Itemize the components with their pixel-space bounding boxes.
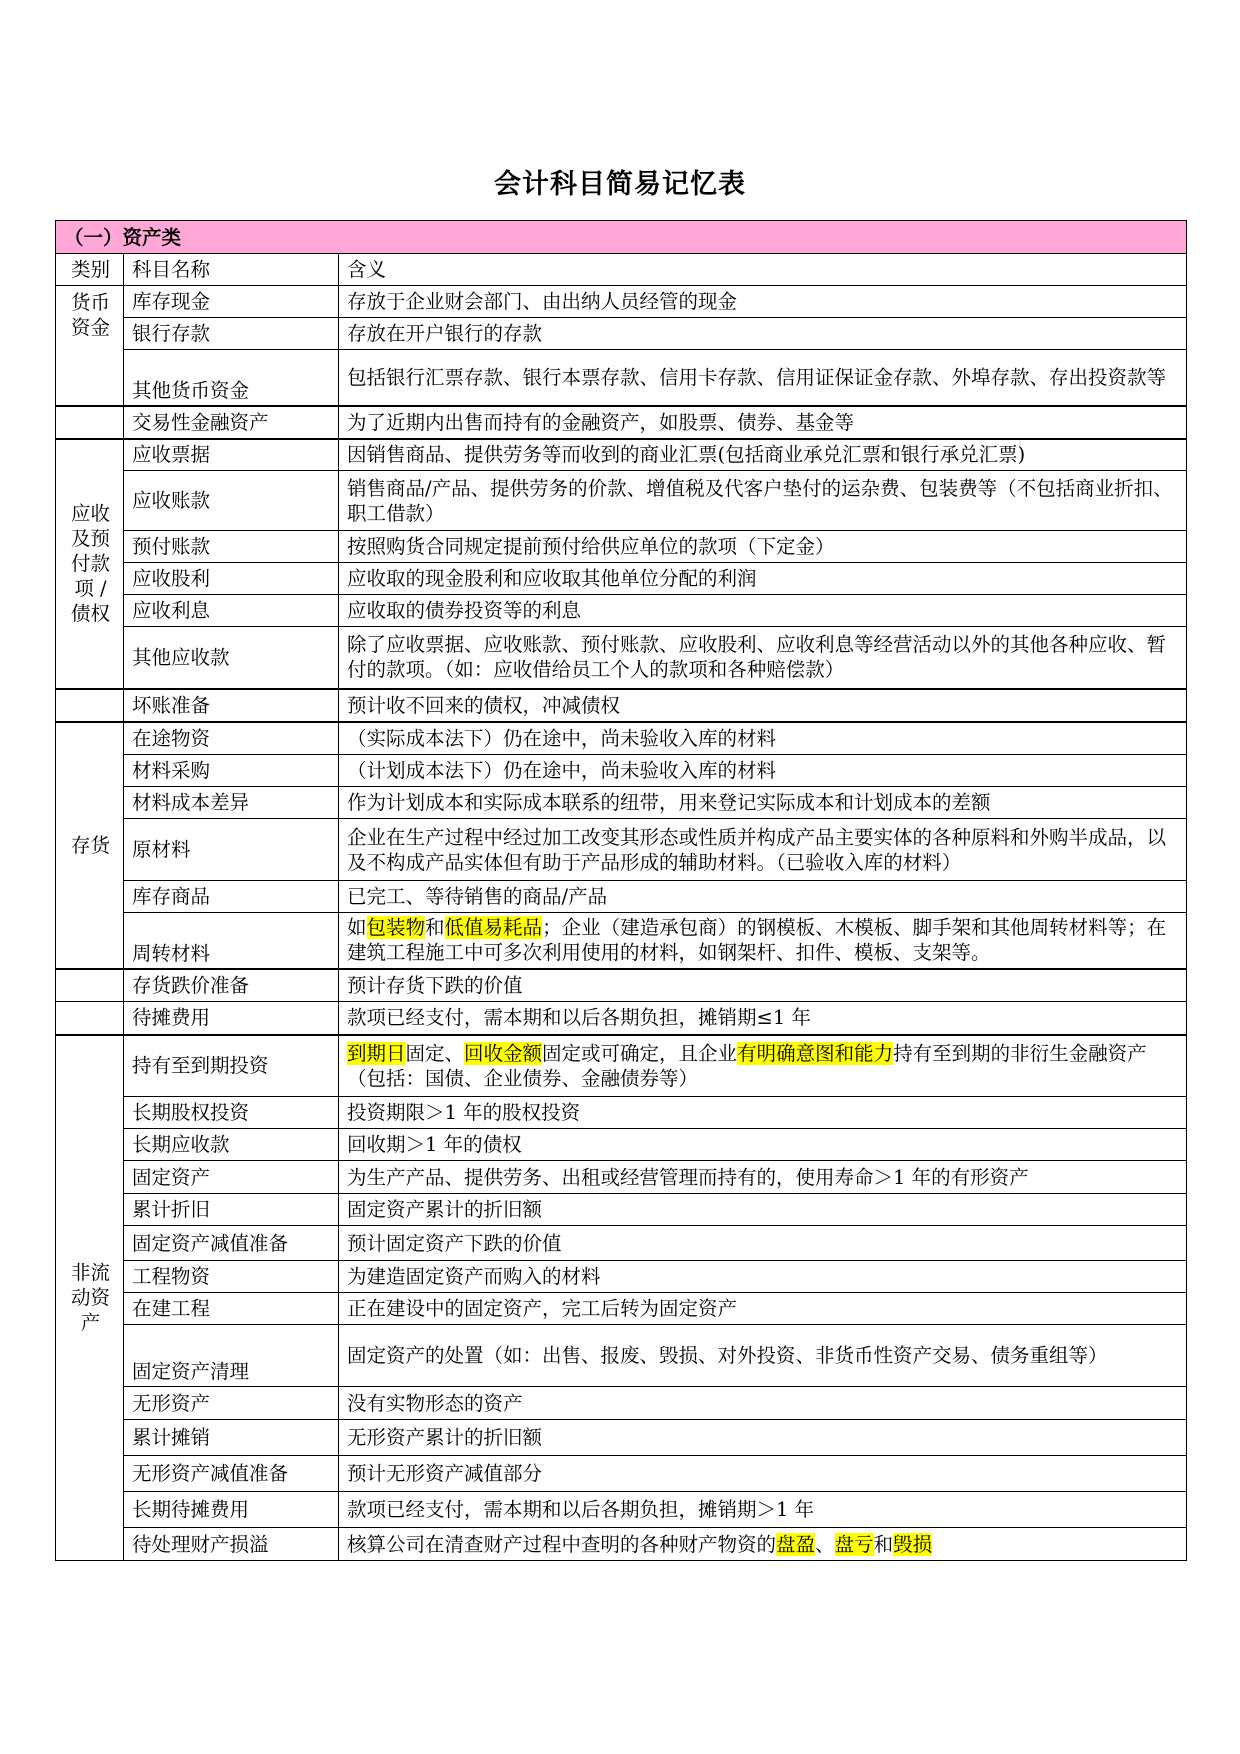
- account-meaning: 应收取的现金股利和应收取其他单位分配的利润: [339, 563, 1187, 595]
- table-row: [56, 969, 1187, 1002]
- account-name: 工程物资: [124, 1261, 339, 1293]
- account-meaning: 因销售商品、提供劳务等而收到的商业汇票(包括商业承兑汇票和银行承兑汇票): [339, 439, 1187, 471]
- table-row: [56, 1129, 1187, 1161]
- meaning-text: ；企业（建造承包商）的钢模板、木模板、脚手架和其他周转材料等；在建筑工程施工中可多次利用使用的材料，如钢架杆、扣件、模板、支架等。: [347, 916, 1167, 965]
- category-empty: [56, 1002, 124, 1035]
- account-name: 固定资产: [124, 1161, 339, 1194]
- account-name: 长期待摊费用: [124, 1492, 339, 1528]
- account-name: 库存现金: [124, 286, 339, 318]
- category-empty: [56, 689, 124, 722]
- account-meaning: （计划成本法下）仍在途中，尚未验收入库的材料: [339, 755, 1187, 787]
- header-row: [56, 254, 1187, 286]
- account-meaning: 款项已经支付，需本期和以后各期负担，摊销期＞1 年: [339, 1492, 1187, 1528]
- account-name: 其他货币资金: [124, 350, 339, 406]
- table-row: [56, 1261, 1187, 1293]
- table-row: [56, 881, 1187, 913]
- account-meaning: 除了应收票据、应收账款、预付账款、应收股利、应收利息等经营活动以外的其他各种应收、暂付的款项。（如：应收借给员工个人的款项和各种赔偿款）: [339, 627, 1187, 689]
- account-name: 预付账款: [124, 531, 339, 563]
- account-name: 在建工程: [124, 1293, 339, 1325]
- account-name: 应收票据: [124, 439, 339, 471]
- account-meaning: 企业在生产过程中经过加工改变其形态或性质并构成产品主要实体的各种原料和外购半成品，以及不构成产品实体但有助于产品形成的辅助材料。（已验收入库的材料）: [339, 819, 1187, 881]
- meaning-text: 和: [425, 916, 445, 940]
- category-noncurrent: 非流动资产: [56, 1035, 124, 1561]
- category-receivables: 应收及预付款项 / 债权: [56, 439, 124, 689]
- account-name: 材料成本差异: [124, 787, 339, 819]
- account-meaning: 预计无形资产减值部分: [339, 1456, 1187, 1492]
- account-meaning: 款项已经支付，需本期和以后各期负担，摊销期≤1 年: [339, 1002, 1187, 1035]
- header-category: 类别: [56, 254, 124, 286]
- table-row: [56, 406, 1187, 439]
- account-name: 交易性金融资产: [124, 406, 339, 439]
- table-row: [56, 1528, 1187, 1561]
- table-row: [56, 787, 1187, 819]
- table-row: [56, 689, 1187, 722]
- account-meaning: 销售商品/产品、提供劳务的价款、增值税及代客户垫付的运杂费、包装费等（不包括商业折扣、职工借款）: [339, 471, 1187, 531]
- account-meaning: [339, 913, 1187, 969]
- table-row: [56, 286, 1187, 318]
- table-row: [56, 563, 1187, 595]
- account-meaning: [339, 1528, 1187, 1561]
- table-row: [56, 1002, 1187, 1035]
- account-meaning: 无形资产累计的折旧额: [339, 1420, 1187, 1456]
- table-row: [56, 318, 1187, 350]
- account-name: 固定资产减值准备: [124, 1226, 339, 1261]
- meaning-text: 核算公司在清查财产过程中查明的各种财产物资的: [347, 1532, 777, 1556]
- table-row: [56, 722, 1187, 755]
- account-name: 银行存款: [124, 318, 339, 350]
- table-row: [56, 1226, 1187, 1261]
- category-cash: 货币资金: [56, 286, 124, 406]
- meaning-text: 、: [815, 1532, 835, 1556]
- account-meaning: [339, 1035, 1187, 1097]
- account-meaning: （实际成本法下）仍在途中，尚未验收入库的材料: [339, 722, 1187, 755]
- table-row: [56, 1456, 1187, 1492]
- account-meaning: 为生产产品、提供劳务、出租或经营管理而持有的，使用寿命＞1 年的有形资产: [339, 1161, 1187, 1194]
- account-name: 长期应收款: [124, 1129, 339, 1161]
- account-meaning: 投资期限＞1 年的股权投资: [339, 1097, 1187, 1129]
- table-row: [56, 627, 1187, 689]
- meaning-text: 持有至到期的非衍生金融资产（包括：国债、企业债券、金融债券等）: [347, 1041, 1147, 1090]
- meaning-text: 固定或可确定，且企业: [542, 1041, 738, 1065]
- highlight-text: 低值易耗品: [444, 916, 543, 940]
- account-meaning: 应收取的债券投资等的利息: [339, 595, 1187, 627]
- account-meaning: 按照购货合同规定提前预付给供应单位的款项（下定金）: [339, 531, 1187, 563]
- table-row: [56, 1194, 1187, 1226]
- account-meaning: 正在建设中的固定资产，完工后转为固定资产: [339, 1293, 1187, 1325]
- account-name: 坏账准备: [124, 689, 339, 722]
- account-name: 库存商品: [124, 881, 339, 913]
- account-meaning: 为建造固定资产而购入的材料: [339, 1261, 1187, 1293]
- table-row: [56, 1035, 1187, 1097]
- account-meaning: 预计固定资产下跌的价值: [339, 1226, 1187, 1261]
- account-name: 在途物资: [124, 722, 339, 755]
- account-meaning: 已完工、等待销售的商品/产品: [339, 881, 1187, 913]
- account-meaning: 预计收不回来的债权，冲减债权: [339, 689, 1187, 722]
- category-empty: [56, 406, 124, 439]
- account-name: 应收账款: [124, 471, 339, 531]
- table-row: [56, 1161, 1187, 1194]
- highlight-text: 回收金额: [464, 1041, 543, 1065]
- category-inventory: 存货: [56, 722, 124, 969]
- account-meaning: 没有实物形态的资产: [339, 1387, 1187, 1420]
- account-meaning: 存放于企业财会部门、由出纳人员经管的现金: [339, 286, 1187, 318]
- highlight-text: 包装物: [366, 916, 426, 940]
- account-meaning: 作为计划成本和实际成本联系的纽带，用来登记实际成本和计划成本的差额: [339, 787, 1187, 819]
- page-title: 会计科目简易记忆表: [494, 169, 746, 200]
- account-name: 应收股利: [124, 563, 339, 595]
- table-row: [56, 1097, 1187, 1129]
- highlight-text: 有明确意图和能力: [737, 1041, 894, 1065]
- highlight-text: 盘亏: [834, 1532, 874, 1556]
- category-empty: [56, 969, 124, 1002]
- account-meaning: 固定资产累计的折旧额: [339, 1194, 1187, 1226]
- table-row: [56, 819, 1187, 881]
- highlight-text: 到期日: [347, 1041, 406, 1065]
- meaning-text: 和: [873, 1532, 894, 1556]
- account-name: 累计摊销: [124, 1420, 339, 1456]
- section-row: [56, 221, 1187, 254]
- account-name: 其他应收款: [124, 627, 339, 689]
- highlight-text: 毁损: [893, 1532, 933, 1556]
- table-row: [56, 1325, 1187, 1387]
- account-name: 无形资产减值准备: [124, 1456, 339, 1492]
- account-name: 存货跌价准备: [124, 969, 339, 1002]
- account-name: 应收利息: [124, 595, 339, 627]
- account-meaning: 存放在开户银行的存款: [339, 318, 1187, 350]
- table-row: [56, 531, 1187, 563]
- table-row: [56, 350, 1187, 406]
- account-meaning: 回收期＞1 年的债权: [339, 1129, 1187, 1161]
- section-title: （一）资产类: [56, 221, 1187, 254]
- table-row: [56, 913, 1187, 969]
- account-meaning: 为了近期内出售而持有的金融资产，如股票、债券、基金等: [339, 406, 1187, 439]
- account-name: 周转材料: [124, 913, 339, 969]
- account-name: 待处理财产损溢: [124, 1528, 339, 1561]
- account-name: 长期股权投资: [124, 1097, 339, 1129]
- account-name: 累计折旧: [124, 1194, 339, 1226]
- table-row: [56, 1387, 1187, 1420]
- meaning-text: 如: [347, 916, 367, 940]
- meaning-text: 固定、: [405, 1041, 465, 1065]
- table-row: [56, 471, 1187, 531]
- highlight-text: 盘盈: [776, 1532, 816, 1556]
- table-row: [56, 1293, 1187, 1325]
- account-name: 持有至到期投资: [124, 1035, 339, 1097]
- account-name: 材料采购: [124, 755, 339, 787]
- table-row: [56, 755, 1187, 787]
- account-name: 原材料: [124, 819, 339, 881]
- table-row: [56, 1492, 1187, 1528]
- header-name: 科目名称: [124, 254, 339, 286]
- table-row: [56, 595, 1187, 627]
- header-meaning: 含义: [339, 254, 1187, 286]
- account-name: 无形资产: [124, 1387, 339, 1420]
- account-meaning: 预计存货下跌的价值: [339, 969, 1187, 1002]
- account-name: 待摊费用: [124, 1002, 339, 1035]
- table-row: [56, 1420, 1187, 1456]
- account-meaning: 包括银行汇票存款、银行本票存款、信用卡存款、信用证保证金存款、外埠存款、存出投资款等: [339, 350, 1187, 406]
- accounts-table: [55, 220, 1187, 1561]
- account-meaning: 固定资产的处置（如：出售、报废、毁损、对外投资、非货币性资产交易、债务重组等）: [339, 1325, 1187, 1387]
- account-name: 固定资产清理: [124, 1325, 339, 1387]
- table-row: [56, 439, 1187, 471]
